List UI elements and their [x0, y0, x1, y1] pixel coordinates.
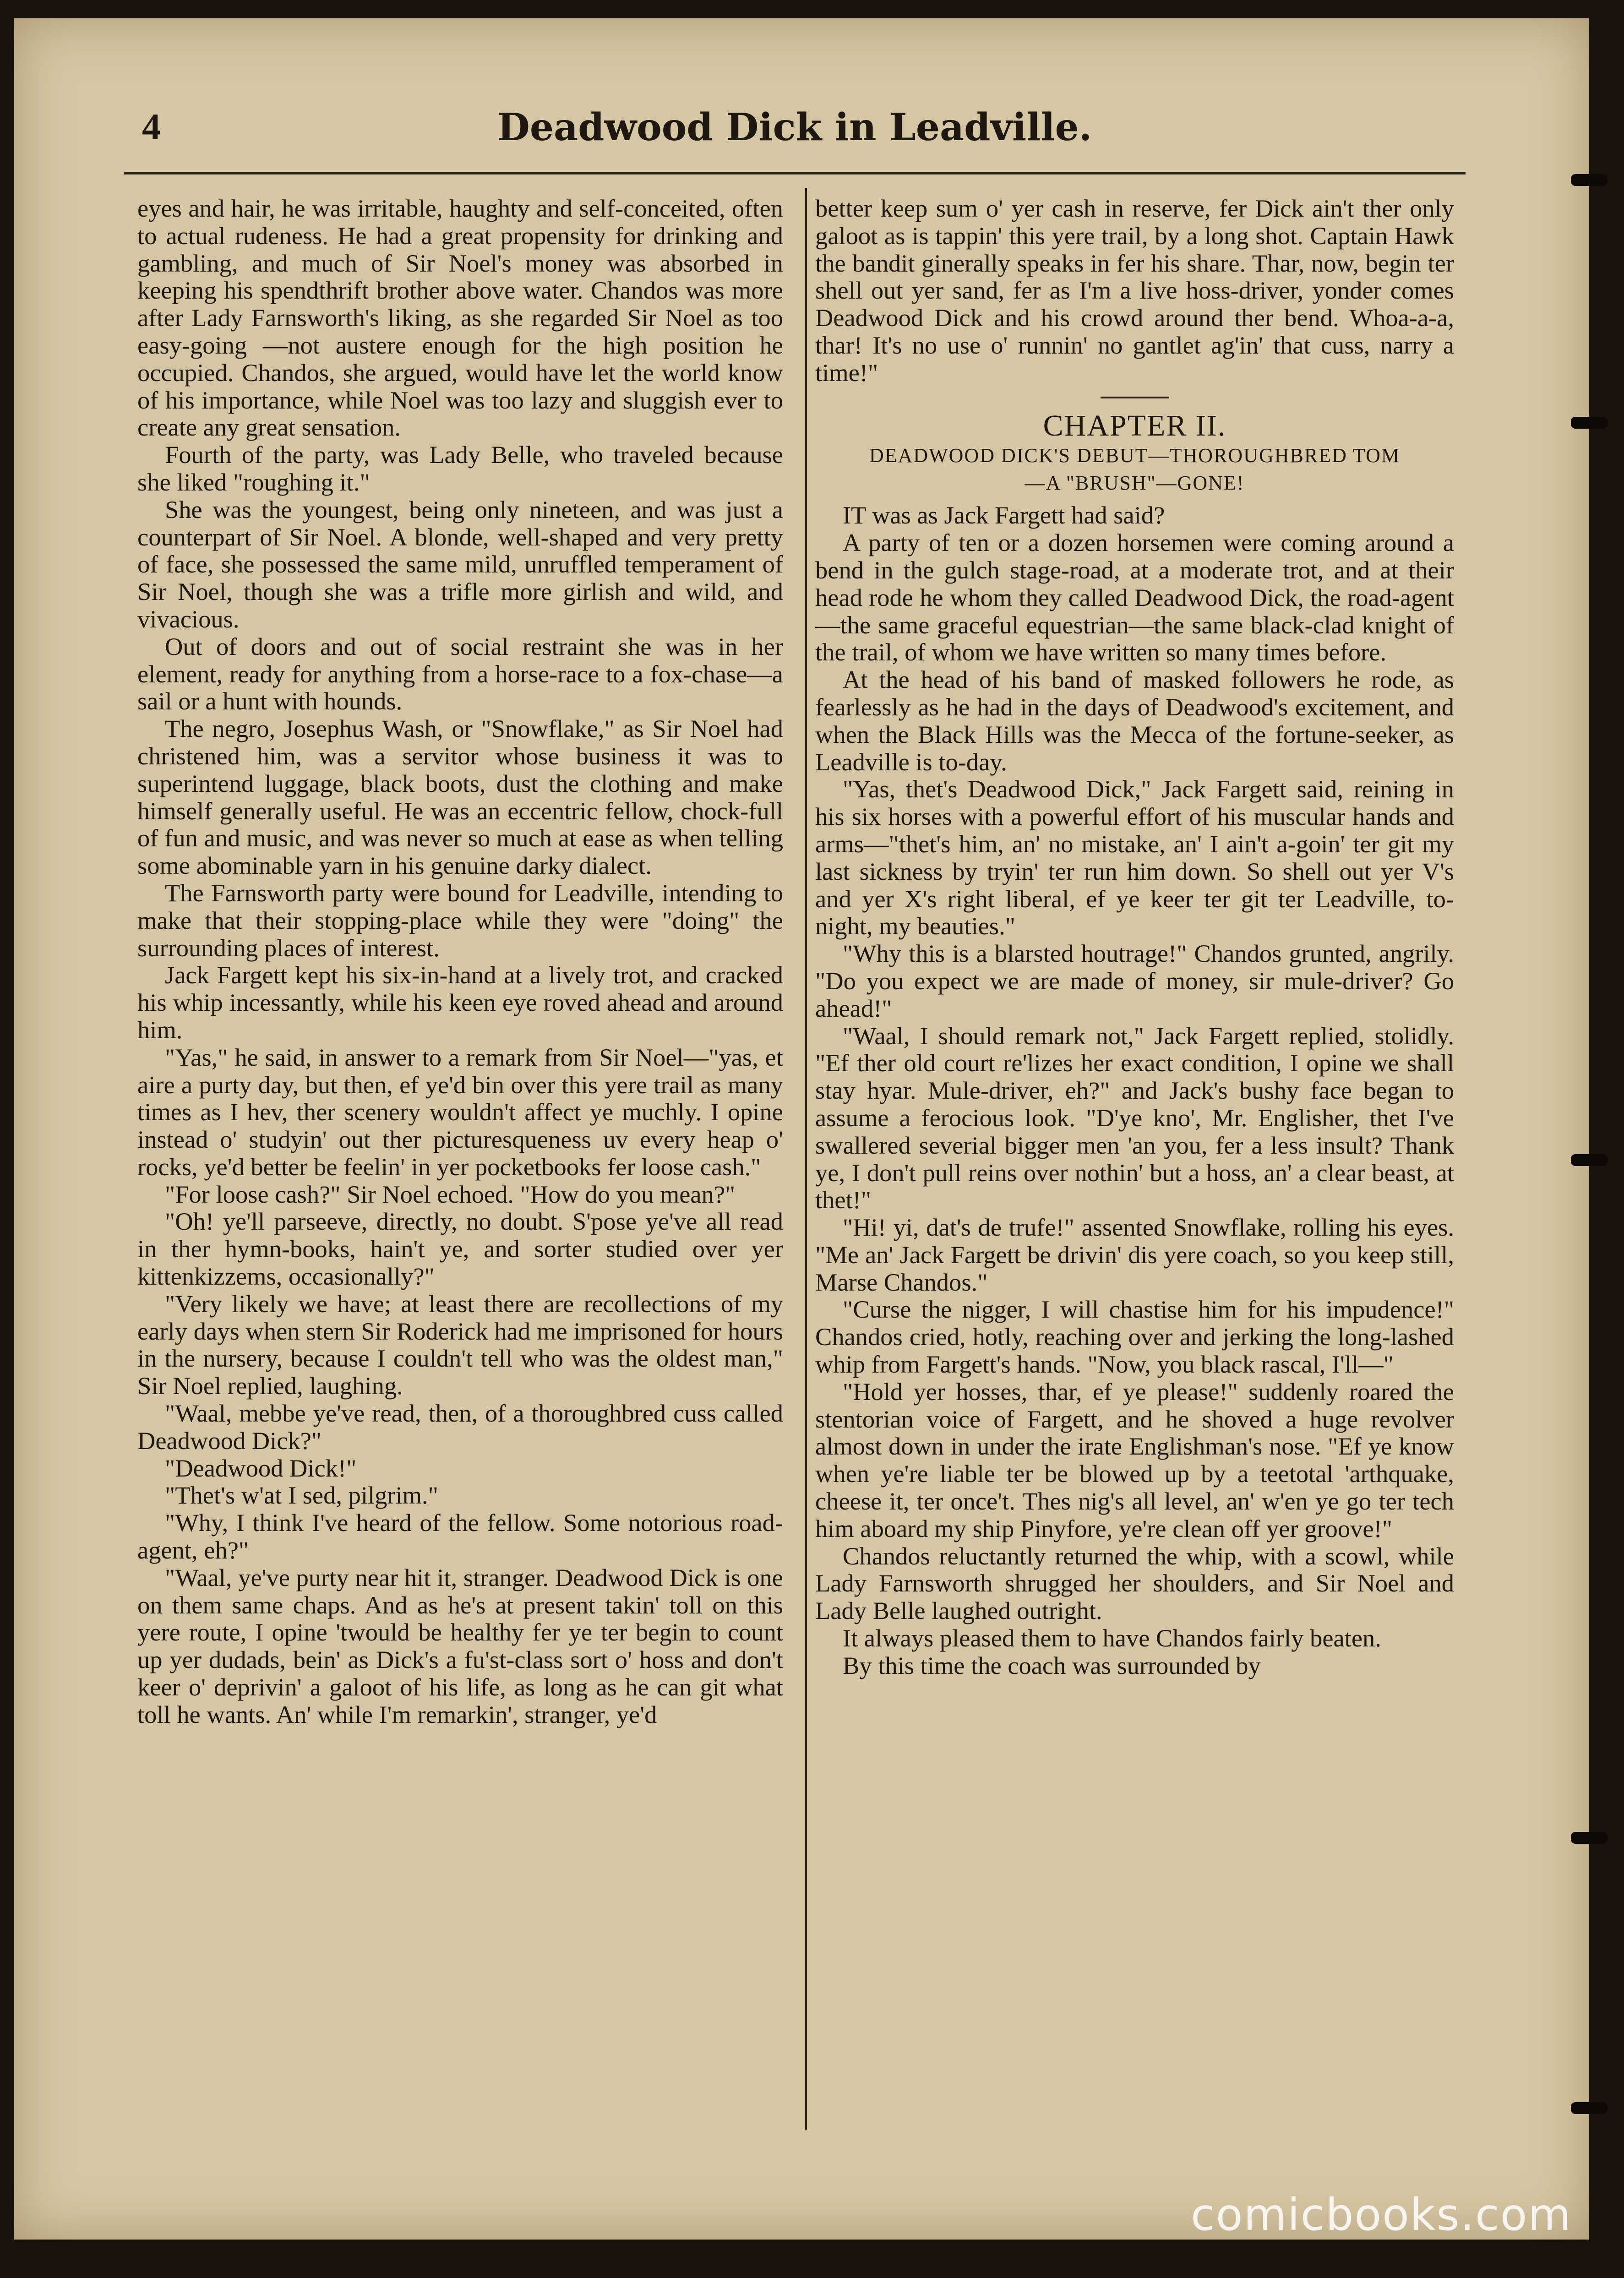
paragraph: IT was as Jack Fargett had said?	[843, 501, 1165, 529]
chapter-subtitle	[815, 442, 1454, 497]
paragraph: At the head of his band of masked followers he rode, as fearlessly as he had in the days of Deadwood's excitement, and when the Black Hills was the Mecca of the fortune-seeker, as Leadville is to-day.	[815, 665, 1454, 776]
page-number: 4	[142, 106, 161, 147]
paragraph: eyes and hair, he was irritable, haughty and self-conceited, often to actual rudeness. He had a great propensity for drinking and gambling, and much of Sir Noel's money was absorbed in keeping his spendthrift brother above water. Chandos was more after Lady Farnsworth's liking, as she regarded Sir Noel as too easy-going —not austere enough for the high position he occupied. Chandos, she argued, would have let the world know of his importance, while Noel was too lazy and sluggish ever to create any great sensation.	[137, 195, 783, 441]
paragraph: "Yas," he said, in answer to a remark from Sir Noel—"yas, et aire a purty day, but then, ef ye'd bin over this yere trail as many times as I hev, ther scenery wouldn't affect ye muchly. I opine instead o' studyin' out ther picturesqueness uv every heap o' rocks, ye'd better be feelin' in yer pocketbooks fer loose cash."	[137, 1043, 783, 1181]
paragraph: "Very likely we have; at least there are recollections of my early days when stern Sir Roderick had me imprisoned for hours in the nursery, because I couldn't tell who was the oldest man," Sir Noel replied, laughing.	[137, 1289, 783, 1400]
paragraph: "Waal, mebbe ye've read, then, of a thoroughbred cuss called Deadwood Dick?"	[137, 1399, 783, 1455]
page-header	[124, 105, 1466, 165]
header-rule	[124, 172, 1466, 174]
binding-staple	[1571, 1154, 1608, 1166]
paragraph: She was the youngest, being only nineteen, and was just a counterpart of Sir Noel. A blonde, well-shaped and very pretty of face, she possessed the same mild, unruffled temperament of Sir Noel, though she was a trifle more girlish and wild, and vivacious.	[137, 495, 783, 633]
paragraph: The negro, Josephus Wash, or "Snowflake," as Sir Noel had christened him, was a servitor whose business it was to superintend luggage, black boots, dust the clothing and make himself generally useful. He was an eccentric fellow, chock-full of fun and music, and was never so much at ease as when telling some abominable yarn in his genuine darky dialect.	[137, 714, 783, 880]
paragraph: Jack Fargett kept his six-in-hand at a lively trot, and cracked his whip incessantly, while his keen eye roved ahead and around him.	[137, 961, 783, 1044]
chapter-title: CHAPTER II.	[1043, 409, 1226, 442]
paragraph: "Hold yer hosses, thar, ef ye please!" suddenly roared the stentorian voice of Fargett, and he shoved a huge revolver almost down in under the irate Englishman's nose. "Ef ye know when ye're liable ter be blowed up by a teetotal 'arthquake, cheese it, ter once't. Thes nig's all level, an' w'en ye go ter tech him aboard my ship Pinyfore, ye're clean off yer groove!"	[815, 1377, 1454, 1542]
watermark: comicbooks.com	[1191, 2189, 1572, 2240]
paragraph: "Yas, thet's Deadwood Dick," Jack Fargett said, reining in his six horses with a powerful effort of his muscular hands and arms—"thet's him, an' no mistake, an' I ain't a-goin' ter git my last sickness by tryin' ter run him down. So shell out yer V's and yer X's right liberal, ef ye keer ter git ter Leadville, to-night, my beauties."	[815, 775, 1454, 940]
paragraph: By this time the coach was surrounded by	[843, 1651, 1261, 1679]
running-title: Deadwood Dick in Leadville.	[497, 105, 1092, 149]
chapter-subtitle-line: DEADWOOD DICK'S DEBUT—THOROUGHBRED TOM	[869, 444, 1401, 467]
paragraph: A party of ten or a dozen horsemen were coming around a bend in the gulch stage-road, at a moderate trot, and at their head rode he whom they called Deadwood Dick, the road-agent—the same graceful equestrian—the same black-clad knight of the trail, of whom we have written so many times before.	[815, 529, 1454, 666]
left-column	[137, 195, 783, 2132]
section-separator	[1101, 397, 1169, 398]
paragraph: "Oh! ye'll parseeve, directly, no doubt. S'pose ye've all read in ther hymn-books, hain't ye, and sorter studied over yer kittenkizzems, occasionally?"	[137, 1207, 783, 1291]
binding-staple	[1571, 417, 1608, 429]
binding-staple	[1571, 1832, 1608, 1844]
binding-staple	[1571, 2102, 1608, 2114]
right-column	[815, 195, 1454, 2132]
paragraph: It always pleased them to have Chandos fairly beaten.	[843, 1624, 1381, 1652]
paragraph: Out of doors and out of social restraint she was in her element, ready for anything from a horse-race to a fox-chase—a sail or a hunt with hounds.	[137, 632, 783, 715]
paragraph: "Why, I think I've heard of the fellow. Some notorious road-agent, eh?"	[137, 1509, 783, 1564]
paragraph: "Waal, ye've purty near hit it, stranger. Deadwood Dick is one on them same chaps. And as he's at present takin' toll on this yere route, I opine 'twould be healthy fer ye ter begin to count up yer dudads, bein' as Dick's a fu'st-class sort o' hoss and don't keer o' deprivin' a galoot of his life, as long as he can git what toll he wants. An' while I'm remarkin', stranger, ye'd	[137, 1563, 783, 1728]
paragraph: "Why this is a blarsted houtrage!" Chandos grunted, angrily. "Do you expect we are made of money, sir mule-driver? Go ahead!"	[815, 939, 1454, 1022]
paragraph: better keep sum o' yer cash in reserve, fer Dick ain't ther only galoot as is tappin' this yere trail, by a long shot. Captain Hawk the bandit ginerally speaks in fer his share. Thar, now, begin ter shell out yer sand, fer as I'm a live hoss-driver, yonder comes Deadwood Dick and his crowd around ther bend. Whoa-a-a, thar! It's no use o' runnin' no gantlet ag'in' that cuss, narry a time!"	[815, 195, 1454, 387]
column-divider	[805, 188, 807, 2130]
paragraph: "Thet's w'at I sed, pilgrim."	[165, 1481, 438, 1510]
paragraph: "For loose cash?" Sir Noel echoed. "How do you mean?"	[165, 1180, 736, 1208]
paragraph: Chandos reluctantly returned the whip, with a scowl, while Lady Farnsworth shrugged her shoulders, and Sir Noel and Lady Belle laughed outright.	[815, 1542, 1454, 1625]
chapter-subtitle-line: —A "BRUSH"—GONE!	[1025, 472, 1245, 495]
paragraph: The Farnsworth party were bound for Leadville, intending to make that their stopping-place while they were "doing" the surrounding places of interest.	[137, 878, 783, 962]
paragraph: "Hi! yi, dat's de trufe!" assented Snowflake, rolling his eyes. "Me an' Jack Fargett be drivin' dis yere coach, so you keep still, Marse Chandos."	[815, 1213, 1454, 1296]
paragraph: Fourth of the party, was Lady Belle, who traveled because she liked "roughing it."	[137, 441, 783, 496]
paragraph: "Deadwood Dick!"	[165, 1454, 357, 1482]
binding-staple	[1571, 174, 1608, 186]
paragraph: "Waal, I should remark not," Jack Fargett replied, stolidly. "Ef ther old court re'lizes her exact condition, I opine we shall stay hyar. Mule-driver, eh?" and Jack's bushy face began to assume a ferocious look. "D'ye kno', Mr. Englisher, thet I've swallered severial bigger men 'an you, fer a less insult? Thank ye, I don't pull reins over nothin' but a hoss, an' a clear beast, at thet!"	[815, 1021, 1454, 1214]
paragraph: "Curse the nigger, I will chastise him for his impudence!" Chandos cried, hotly, reaching over and jerking the long-lashed whip from Fargett's hands. "Now, you black rascal, I'll—"	[815, 1295, 1454, 1379]
